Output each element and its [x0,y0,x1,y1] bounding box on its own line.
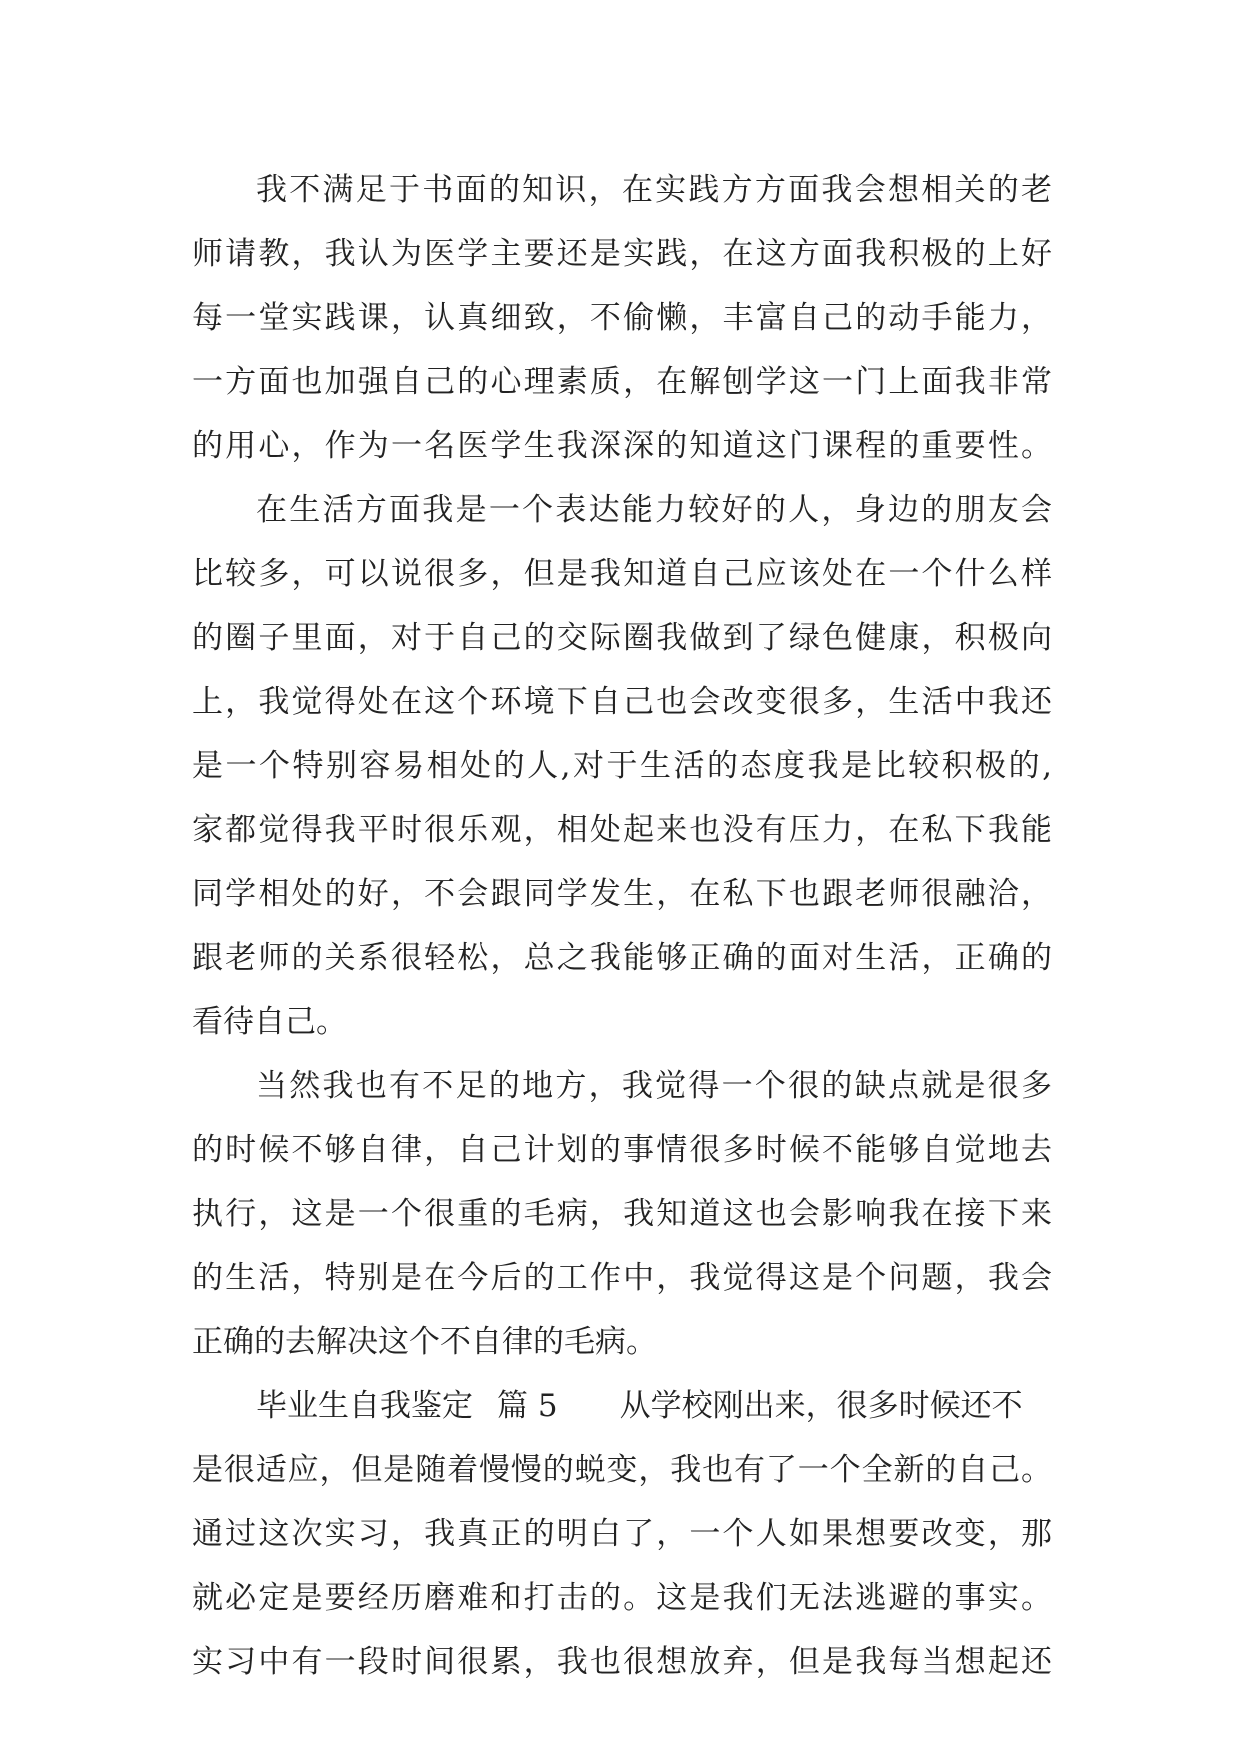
paragraph-2 [192,478,1052,1054]
text-line: 看待自己。 [192,1004,347,1040]
text-line: 的生活，特别是在今后的工作中，我觉得这是个问题，我会 [192,1260,1052,1296]
text-line: 的圈子里面，对于自己的交际圈我做到了绿色健康，积极向 [192,620,1052,656]
text-line: 比较多，可以说很多，但是我知道自己应该处在一个什么样 [192,556,1052,592]
text-line: 从学校刚出来，很多时候还不 [619,1388,1023,1424]
text-line: 正确的去解决这个不自律的毛病。 [192,1324,657,1360]
section-heading-line [192,1374,1052,1438]
document-body [192,158,1052,1694]
text-line: 通过这次实习，我真正的明白了，一个人如果想要改变，那 [192,1516,1052,1552]
text-line: 实习中有一段时间很累，我也很想放弃，但是我每当想起还 [192,1644,1052,1680]
text-line: 的用心，作为一名医学生我深深的知道这门课程的重要性。 [192,428,1052,464]
section-number: 篇 5 [497,1388,558,1424]
text-line: 师请教，我认为医学主要还是实践，在这方面我积极的上好 [192,236,1052,272]
text-line: 同学相处的好，不会跟同学发生，在私下也跟老师很融洽， [192,876,1052,912]
text-line: 一方面也加强自己的心理素质，在解刨学这一门上面我非常 [192,364,1052,400]
text-line: 当然我也有不足的地方，我觉得一个很的缺点就是很多 [256,1068,1052,1104]
text-line: 是很适应，但是随着慢慢的蜕变，我也有了一个全新的自己。 [192,1452,1052,1488]
paragraph-4 [192,1374,1052,1694]
text-line: 我不满足于书面的知识，在实践方方面我会想相关的老 [256,172,1052,208]
text-line: 每一堂实践课，认真细致，不偷懒，丰富自己的动手能力， [192,300,1052,336]
text-line: 执行，这是一个很重的毛病，我知道这也会影响我在接下来 [192,1196,1052,1232]
text-line: 是一个特别容易相处的人,对于生活的态度我是比较积极的, [192,748,1052,784]
text-line: 家都觉得我平时很乐观，相处起来也没有压力，在私下我能 [192,812,1052,848]
text-line: 上，我觉得处在这个环境下自己也会改变很多，生活中我还 [192,684,1052,720]
text-line: 就必定是要经历磨难和打击的。这是我们无法逃避的事实。 [192,1580,1052,1616]
text-line: 跟老师的关系很轻松，总之我能够正确的面对生活，正确的 [192,940,1052,976]
text-line: 的时候不够自律，自己计划的事情很多时候不能够自觉地去 [192,1132,1052,1168]
section-heading: 毕业生自我鉴定 [256,1388,473,1424]
paragraph-1 [192,158,1052,478]
text-line: 在生活方面我是一个表达能力较好的人，身边的朋友会 [256,492,1052,528]
paragraph-3 [192,1054,1052,1374]
